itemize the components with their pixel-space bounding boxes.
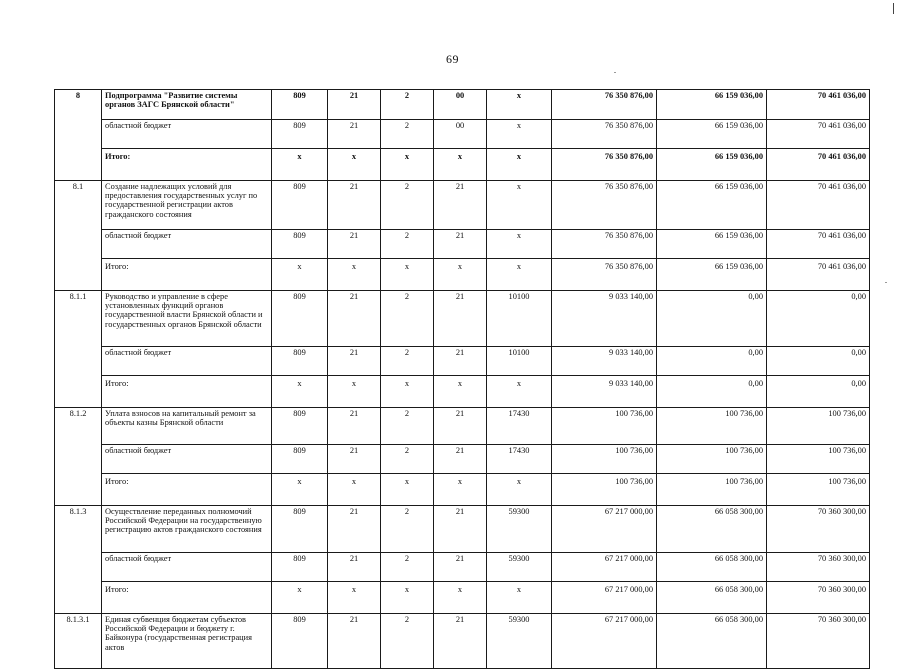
program-code-cell: 21 xyxy=(328,408,381,445)
amount-year1-cell: 67 217 000,00 xyxy=(552,506,657,553)
program-code-cell: 21 xyxy=(328,506,381,553)
ministry-code-cell: 809 xyxy=(272,230,328,259)
amount-year2-cell: 66 159 036,00 xyxy=(657,181,767,230)
item-name-cell: Уплата взносов на капитальный ремонт за объекты казны Брянской области xyxy=(102,408,272,445)
amount-year3-cell: 0,00 xyxy=(767,291,870,347)
amount-year3-cell: 70 360 300,00 xyxy=(767,614,870,669)
page-number: 69 xyxy=(446,52,459,66)
amount-year2-cell: 66 159 036,00 xyxy=(657,90,767,120)
table-row-total xyxy=(55,149,870,181)
amount-year3-cell: 70 461 036,00 xyxy=(767,259,870,291)
amount-year3-cell: 70 461 036,00 xyxy=(767,149,870,181)
ministry-code-cell: 809 xyxy=(272,347,328,376)
amount-year3-cell: 70 360 300,00 xyxy=(767,582,870,614)
activity-code-cell: 00 xyxy=(434,120,487,149)
direction-code-cell: 10100 xyxy=(487,347,552,376)
amount-year1-cell: 76 350 876,00 xyxy=(552,120,657,149)
amount-year3-cell: 70 461 036,00 xyxy=(767,181,870,230)
table-row-source xyxy=(55,120,870,149)
program-code-cell: х xyxy=(328,149,381,181)
amount-year1-cell: 100 736,00 xyxy=(552,408,657,445)
program-code-cell: 21 xyxy=(328,347,381,376)
amount-year2-cell: 0,00 xyxy=(657,376,767,408)
subprogram-code-cell: 2 xyxy=(381,230,434,259)
ministry-code-cell: 809 xyxy=(272,553,328,582)
ministry-code-cell: 809 xyxy=(272,614,328,669)
amount-year3-cell: 100 736,00 xyxy=(767,445,870,474)
direction-code-cell: 17430 xyxy=(487,445,552,474)
table-row-item xyxy=(55,614,870,669)
amount-year1-cell: 67 217 000,00 xyxy=(552,614,657,669)
amount-year2-cell: 66 058 300,00 xyxy=(657,582,767,614)
amount-year1-cell: 76 350 876,00 xyxy=(552,90,657,120)
amount-year1-cell: 9 033 140,00 xyxy=(552,291,657,347)
ministry-code-cell: 809 xyxy=(272,90,328,120)
activity-code-cell: 21 xyxy=(434,553,487,582)
item-name-cell: областной бюджет xyxy=(102,347,272,376)
scan-speck xyxy=(885,282,887,283)
ministry-code-cell: 809 xyxy=(272,291,328,347)
activity-code-cell: 21 xyxy=(434,181,487,230)
activity-code-cell: 21 xyxy=(434,291,487,347)
table-row-source xyxy=(55,347,870,376)
table-row-item xyxy=(55,506,870,553)
activity-code-cell: 21 xyxy=(434,230,487,259)
item-name-cell: областной бюджет xyxy=(102,553,272,582)
amount-year2-cell: 66 058 300,00 xyxy=(657,506,767,553)
item-name-cell: областной бюджет xyxy=(102,120,272,149)
subprogram-code-cell: 2 xyxy=(381,181,434,230)
item-name-cell: Единая субвенция бюджетам субъектов Российской Федерации и бюджету г. Байконура (государственная регистрация актов xyxy=(102,614,272,669)
scan-speck xyxy=(614,72,616,73)
direction-code-cell: 59300 xyxy=(487,553,552,582)
item-name-cell: Итого: xyxy=(102,376,272,408)
amount-year3-cell: 100 736,00 xyxy=(767,408,870,445)
amount-year2-cell: 66 058 300,00 xyxy=(657,553,767,582)
direction-code-cell: 59300 xyxy=(487,614,552,669)
direction-code-cell: х xyxy=(487,149,552,181)
direction-code-cell: х xyxy=(487,376,552,408)
amount-year1-cell: 9 033 140,00 xyxy=(552,376,657,408)
amount-year2-cell: 66 058 300,00 xyxy=(657,614,767,669)
item-name-cell: Подпрограмма "Развитие системы органов ЗАГС Брянской области" xyxy=(102,90,272,120)
direction-code-cell: 59300 xyxy=(487,506,552,553)
amount-year3-cell: 70 461 036,00 xyxy=(767,230,870,259)
amount-year2-cell: 100 736,00 xyxy=(657,445,767,474)
subprogram-code-cell: 2 xyxy=(381,90,434,120)
table-row-total xyxy=(55,376,870,408)
subprogram-code-cell: х xyxy=(381,259,434,291)
item-number-cell: 8.1.1 xyxy=(55,291,102,408)
item-name-cell: областной бюджет xyxy=(102,445,272,474)
amount-year1-cell: 76 350 876,00 xyxy=(552,181,657,230)
direction-code-cell: х xyxy=(487,582,552,614)
item-number-cell: 8.1 xyxy=(55,181,102,291)
program-code-cell: 21 xyxy=(328,614,381,669)
program-code-cell: 21 xyxy=(328,445,381,474)
ministry-code-cell: х xyxy=(272,149,328,181)
item-number-cell: 8.1.3.1 xyxy=(55,614,102,669)
activity-code-cell: 00 xyxy=(434,90,487,120)
program-code-cell: 21 xyxy=(328,181,381,230)
table-row-source xyxy=(55,230,870,259)
amount-year1-cell: 76 350 876,00 xyxy=(552,149,657,181)
amount-year3-cell: 0,00 xyxy=(767,376,870,408)
budget-table xyxy=(54,89,870,669)
direction-code-cell: 17430 xyxy=(487,408,552,445)
ministry-code-cell: 809 xyxy=(272,181,328,230)
activity-code-cell: 21 xyxy=(434,347,487,376)
activity-code-cell: 21 xyxy=(434,506,487,553)
amount-year2-cell: 66 159 036,00 xyxy=(657,120,767,149)
activity-code-cell: х xyxy=(434,582,487,614)
program-code-cell: 21 xyxy=(328,553,381,582)
ministry-code-cell: 809 xyxy=(272,506,328,553)
program-code-cell: 21 xyxy=(328,230,381,259)
item-name-cell: Итого: xyxy=(102,474,272,506)
table-row-total xyxy=(55,259,870,291)
activity-code-cell: х xyxy=(434,474,487,506)
subprogram-code-cell: 2 xyxy=(381,347,434,376)
table-row-item xyxy=(55,408,870,445)
program-code-cell: х xyxy=(328,259,381,291)
activity-code-cell: х xyxy=(434,376,487,408)
amount-year3-cell: 70 461 036,00 xyxy=(767,120,870,149)
ministry-code-cell: х xyxy=(272,582,328,614)
item-name-cell: областной бюджет xyxy=(102,230,272,259)
direction-code-cell: х xyxy=(487,120,552,149)
item-number-cell: 8 xyxy=(55,90,102,181)
amount-year1-cell: 76 350 876,00 xyxy=(552,259,657,291)
subprogram-code-cell: 2 xyxy=(381,120,434,149)
item-name-cell: Осуществление переданных полномочий Российской Федерации на государственную регистрацию актов гражданского состояния xyxy=(102,506,272,553)
amount-year2-cell: 100 736,00 xyxy=(657,408,767,445)
amount-year1-cell: 100 736,00 xyxy=(552,474,657,506)
activity-code-cell: х xyxy=(434,149,487,181)
ministry-code-cell: 809 xyxy=(272,445,328,474)
direction-code-cell: х xyxy=(487,230,552,259)
amount-year3-cell: 70 461 036,00 xyxy=(767,90,870,120)
subprogram-code-cell: 2 xyxy=(381,553,434,582)
item-name-cell: Итого: xyxy=(102,259,272,291)
scan-edge-mark xyxy=(893,3,894,14)
amount-year3-cell: 0,00 xyxy=(767,347,870,376)
subprogram-code-cell: 2 xyxy=(381,445,434,474)
table-row-item xyxy=(55,181,870,230)
item-number-cell: 8.1.3 xyxy=(55,506,102,614)
amount-year1-cell: 9 033 140,00 xyxy=(552,347,657,376)
program-code-cell: 21 xyxy=(328,291,381,347)
subprogram-code-cell: 2 xyxy=(381,506,434,553)
program-code-cell: х xyxy=(328,582,381,614)
program-code-cell: х xyxy=(328,376,381,408)
ministry-code-cell: 809 xyxy=(272,120,328,149)
direction-code-cell: х xyxy=(487,474,552,506)
activity-code-cell: 21 xyxy=(434,614,487,669)
item-name-cell: Руководство и управление в сфере установленных функций органов государственной власти Брянской области и государственных органов Брянской области xyxy=(102,291,272,347)
activity-code-cell: 21 xyxy=(434,445,487,474)
item-name-cell: Итого: xyxy=(102,149,272,181)
program-code-cell: 21 xyxy=(328,90,381,120)
subprogram-code-cell: 2 xyxy=(381,291,434,347)
table-row-total xyxy=(55,582,870,614)
direction-code-cell: х xyxy=(487,181,552,230)
amount-year1-cell: 76 350 876,00 xyxy=(552,230,657,259)
amount-year2-cell: 100 736,00 xyxy=(657,474,767,506)
amount-year2-cell: 66 159 036,00 xyxy=(657,259,767,291)
table-row-item xyxy=(55,291,870,347)
amount-year2-cell: 0,00 xyxy=(657,291,767,347)
ministry-code-cell: 809 xyxy=(272,408,328,445)
direction-code-cell: х xyxy=(487,259,552,291)
amount-year1-cell: 100 736,00 xyxy=(552,445,657,474)
amount-year2-cell: 66 159 036,00 xyxy=(657,149,767,181)
subprogram-code-cell: 2 xyxy=(381,614,434,669)
direction-code-cell: х xyxy=(487,90,552,120)
item-name-cell: Создание надлежащих условий для предоставления государственных услуг по государственной регистрации актов гражданского состояния xyxy=(102,181,272,230)
activity-code-cell: 21 xyxy=(434,408,487,445)
ministry-code-cell: х xyxy=(272,259,328,291)
activity-code-cell: х xyxy=(434,259,487,291)
amount-year2-cell: 66 159 036,00 xyxy=(657,230,767,259)
amount-year3-cell: 70 360 300,00 xyxy=(767,506,870,553)
program-code-cell: х xyxy=(328,474,381,506)
item-name-cell: Итого: xyxy=(102,582,272,614)
table-row-total xyxy=(55,474,870,506)
subprogram-code-cell: 2 xyxy=(381,408,434,445)
amount-year1-cell: 67 217 000,00 xyxy=(552,553,657,582)
amount-year3-cell: 70 360 300,00 xyxy=(767,553,870,582)
item-number-cell: 8.1.2 xyxy=(55,408,102,506)
table-row-source xyxy=(55,553,870,582)
subprogram-code-cell: х xyxy=(381,376,434,408)
amount-year2-cell: 0,00 xyxy=(657,347,767,376)
table-row-item xyxy=(55,90,870,120)
ministry-code-cell: х xyxy=(272,376,328,408)
amount-year3-cell: 100 736,00 xyxy=(767,474,870,506)
amount-year1-cell: 67 217 000,00 xyxy=(552,582,657,614)
subprogram-code-cell: х xyxy=(381,149,434,181)
table-row-source xyxy=(55,445,870,474)
budget-table-body xyxy=(55,90,870,669)
program-code-cell: 21 xyxy=(328,120,381,149)
subprogram-code-cell: х xyxy=(381,474,434,506)
subprogram-code-cell: х xyxy=(381,582,434,614)
direction-code-cell: 10100 xyxy=(487,291,552,347)
ministry-code-cell: х xyxy=(272,474,328,506)
